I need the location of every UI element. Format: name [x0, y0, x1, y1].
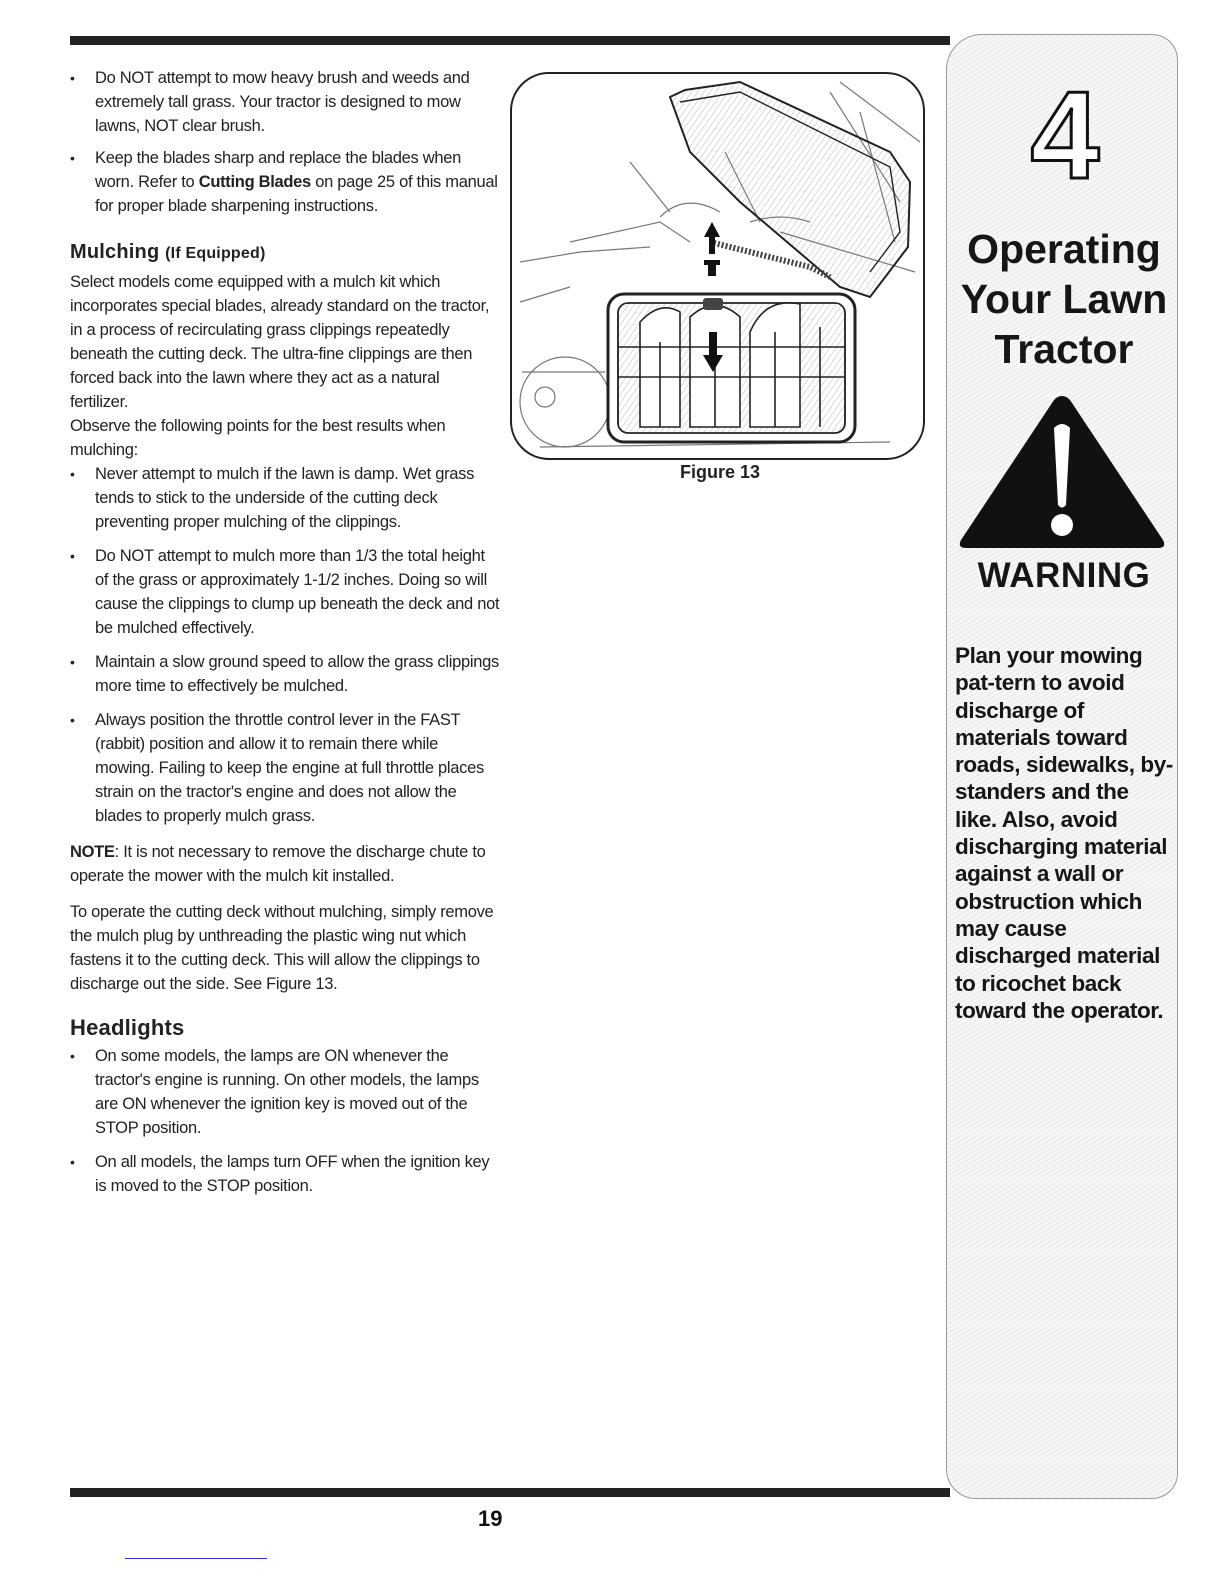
- top-rule: [70, 36, 950, 45]
- brush-warning-bullet: • Do NOT attempt to mow heavy brush and weeds and extremely tall grass. Your tractor is designed to mow lawns, NOT clear brush.: [70, 66, 500, 138]
- warning-label: WARNING: [977, 556, 1151, 595]
- blades-bullet-post: on page 25 of this manual for proper blade sharpening instructions.: [95, 173, 498, 215]
- figure-13-caption: Figure 13: [680, 462, 761, 482]
- headlights-heading: Headlights: [70, 1015, 185, 1040]
- footer-link-underline: [125, 1558, 267, 1559]
- headlights-bullet-off: • On all models, the lamps turn OFF when the ignition key is moved to the STOP position.: [70, 1150, 500, 1198]
- bottom-rule: [70, 1488, 950, 1497]
- mulching-bullet-damp: • Never attempt to mulch if the lawn is damp. Wet grass tends to stick to the underside of the cutting deck preventing proper mulching of the clippings.: [70, 462, 500, 534]
- warning-text: Plan your mowing pat-tern to avoid discharge of materials toward roads, sidewalks, by-standers and the like. Also, avoid discharging material against a wall or obstruction which may cause discharged material to ricochet back toward the operator.: [955, 643, 1173, 1023]
- chapter-number: 4: [1030, 76, 1100, 188]
- mulching-bullet-height: • Do NOT attempt to mulch more than 1/3 the total height of the grass or approximately 1-1/2 inches. Doing so will cause the clippings to clump up beneath the deck and not be mulched effectively.: [70, 544, 500, 640]
- mulching-heading: [70, 240, 500, 266]
- mulching-intro: Select models come equipped with a mulch kit which incorporates special blades, already standard on the tractor, in a process of recirculating grass clippings repeatedly beneath the cutting deck. The ultra-fine clippings are then forced back into the lawn where they act as a natural fertilizer.: [70, 273, 490, 411]
- mulching-heading-text: Mulching: [70, 241, 160, 263]
- figure-13-illustration: [510, 72, 925, 460]
- note-label: NOTE: [70, 843, 115, 861]
- chapter-title-line-3: Tractor: [994, 326, 1134, 372]
- headlights-bullet-on: • On some models, the lamps are ON whenever the tractor's engine is running. On other models, the lamps are ON whenever the ignition key is moved out of the STOP position.: [70, 1044, 500, 1140]
- without-mulching-paragraph: To operate the cutting deck without mulching, simply remove the mulch plug by unthreading the plastic wing nut which fastens it to the cutting deck. This will allow the clippings to discharge out the side. See Figure 13.: [70, 903, 494, 993]
- left-column: [70, 66, 500, 1208]
- warning-triangle-icon: [955, 390, 1169, 552]
- cutting-blades-ref: Cutting Blades: [198, 173, 311, 191]
- chapter-title-line-2: Your Lawn: [960, 276, 1168, 322]
- chapter-number-outline: [1018, 76, 1112, 188]
- chapter-title-line-1: Operating: [967, 226, 1161, 272]
- note-text: : It is not necessary to remove the discharge chute to operate the mower with the mulch kit installed.: [70, 843, 486, 885]
- mulching-bullet-throttle: • Always position the throttle control lever in the FAST (rabbit) position and allow it to remain there while mowing. Failing to keep the engine at full throttle places strain on the tractor's engine and does not allow the blades to properly mulch grass.: [70, 708, 500, 828]
- blades-bullet: [70, 146, 500, 218]
- mulching-observe: Observe the following points for the best results when mulching:: [70, 417, 446, 459]
- chapter-title: [956, 224, 1172, 374]
- mulching-heading-suffix: (If Equipped): [165, 245, 266, 262]
- blades-bullet-pre: Keep the blades sharp and replace the blades when worn. Refer to: [95, 149, 461, 191]
- mulching-bullet-speed: • Maintain a slow ground speed to allow the grass clippings more time to effectively be mulched.: [70, 650, 500, 698]
- page-number: 19: [478, 1506, 503, 1531]
- note-paragraph: [70, 840, 500, 888]
